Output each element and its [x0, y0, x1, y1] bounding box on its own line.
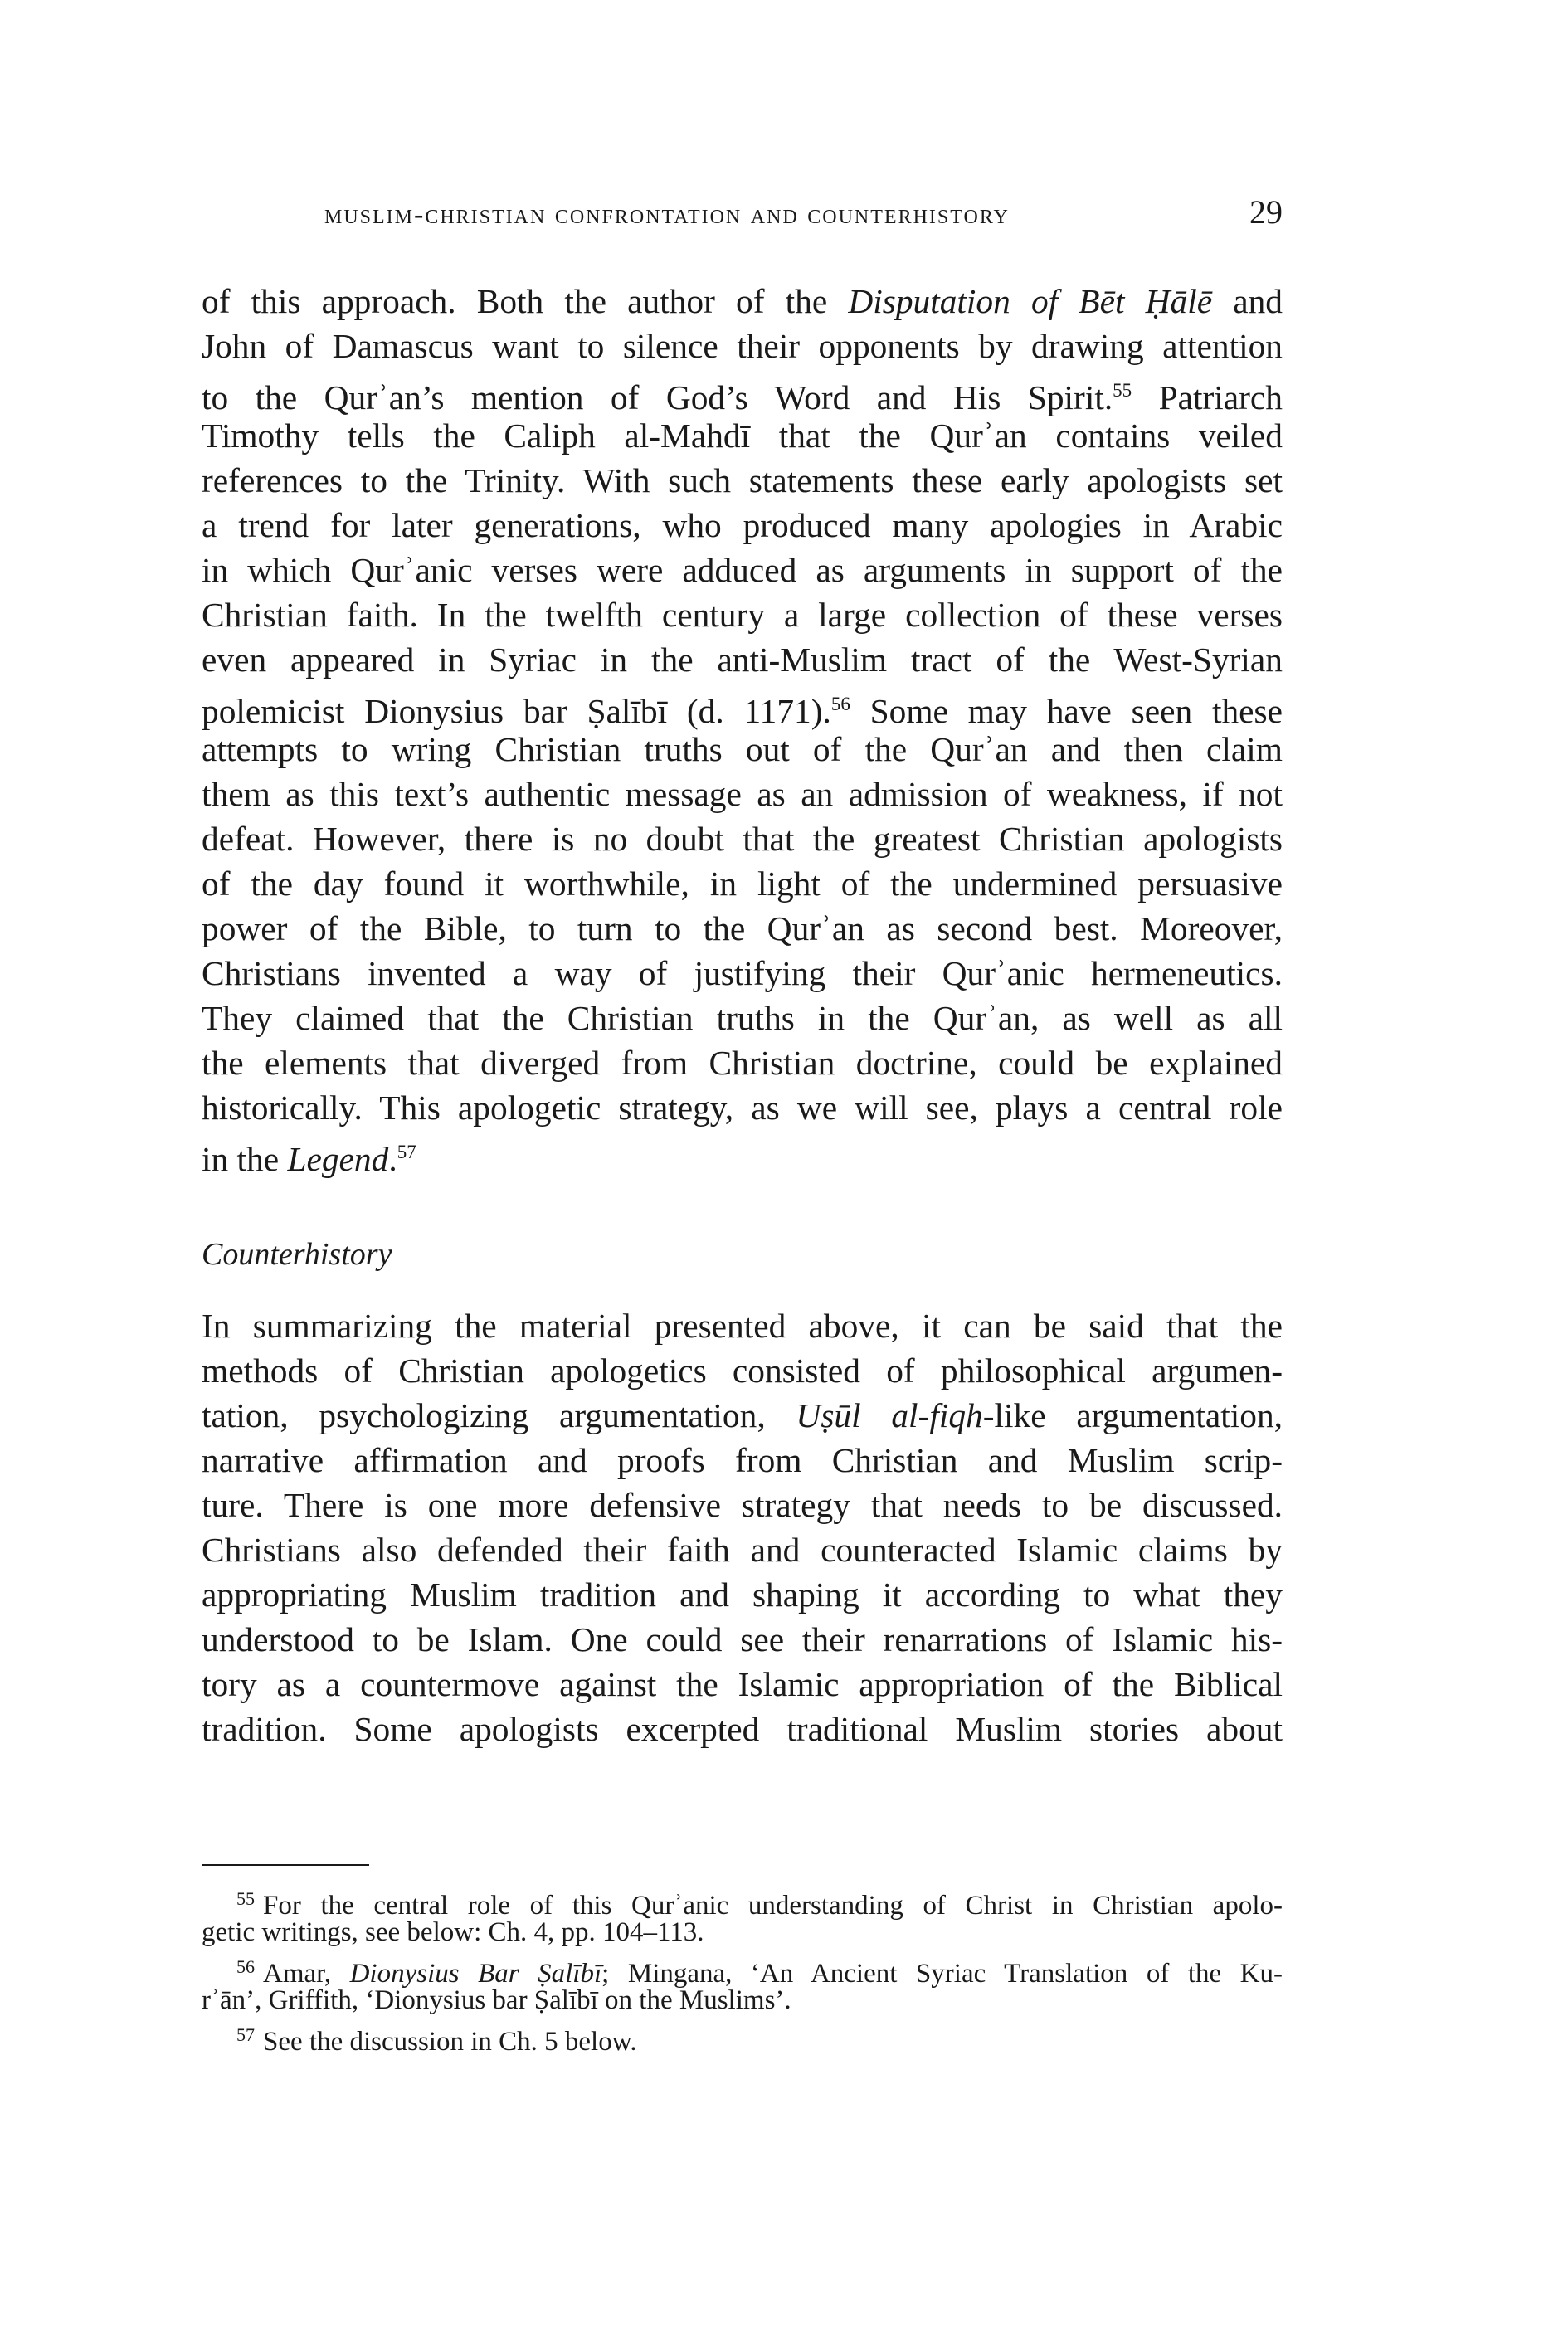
text-run: ; Mingana, ‘An Ancient Syriac Translation of the Ku-: [601, 1959, 1283, 1989]
text-run: Amar,: [263, 1959, 350, 1989]
footnotes: [202, 1882, 1283, 2057]
text-run: in the: [202, 1140, 288, 1178]
body-paragraph-2: [202, 1303, 1283, 1751]
text-run: .: [388, 1140, 397, 1178]
text-line: In summarizing the material presented above, it can be said that the: [202, 1307, 1283, 1345]
footnote-ref-55[interactable]: 55: [1113, 380, 1132, 401]
text-line: Christians invented a way of justifying their Qurʾanic hermeneutics.: [202, 954, 1283, 992]
running-title: muslim-christian confrontation and counterhistory: [324, 199, 1010, 230]
text-line: They claimed that the Christian truths in the Qurʾan, as well as all: [202, 999, 1283, 1037]
text-run: tation, psychologizing argumentation,: [202, 1396, 796, 1434]
footnote-56: [202, 1950, 1283, 1989]
text-line: them as this text’s authentic message as an admission of weakness, if not: [202, 775, 1283, 813]
text-line: a trend for later generations, who produced many apologies in Arabic: [202, 506, 1283, 544]
footnote-57: [202, 2018, 1283, 2057]
italic-title: Legend: [287, 1140, 389, 1178]
text-line: [202, 682, 1283, 730]
text-run: Some may have seen these: [850, 692, 1283, 730]
text-line: ture. There is one more defensive strategy that needs to be discussed.: [202, 1486, 1283, 1524]
body-paragraph-1: [202, 279, 1283, 1178]
text-line: Timothy tells the Caliph al-Mahdī that the Qurʾan contains veiled: [202, 416, 1283, 455]
text-run: Patriarch: [1132, 378, 1283, 416]
text-line: narrative affirmation and proofs from Christian and Muslim scrip-: [202, 1441, 1283, 1479]
text-run: -like argumentation,: [982, 1396, 1283, 1434]
text-line: power of the Bible, to turn to the Qurʾan as second best. Moreover,: [202, 909, 1283, 947]
text-line: the elements that diverged from Christian doctrine, could be explained: [202, 1044, 1283, 1082]
text-line: appropriating Muslim tradition and shaping it according to what they: [202, 1575, 1283, 1614]
footnote-55: [202, 1882, 1283, 1921]
section-heading: Counterhistory: [202, 1237, 392, 1272]
footnote-number: 56: [236, 1956, 255, 1977]
footnote-number: 55: [236, 1888, 255, 1909]
footnote-ref-57[interactable]: 57: [397, 1142, 416, 1162]
text-line: Christians also defended their faith and counteracted Islamic claims by: [202, 1531, 1283, 1569]
text-line: tory as a countermove against the Islamic appropriation of the Biblical: [202, 1665, 1283, 1703]
text-line: of the day found it worthwhile, in light of the undermined persuasive: [202, 864, 1283, 903]
text-line: references to the Trinity. With such statements these early apologists set: [202, 461, 1283, 499]
text-line: historically. This apologetic strategy, as we will see, plays a central role: [202, 1088, 1283, 1127]
text-run: For the central role of this Qurʾanic understanding of Christ in Christian apolo-: [263, 1891, 1283, 1921]
text-line: John of Damascus want to silence their opponents by drawing attention: [202, 327, 1283, 365]
text-line: [202, 368, 1283, 416]
text-line: even appeared in Syriac in the anti-Muslim tract of the West-Syrian: [202, 640, 1283, 679]
text-line: [202, 1393, 1283, 1438]
running-head: [202, 192, 1283, 231]
footnote-line: getic writings, see below: Ch. 4, pp. 104–113.: [202, 1917, 704, 1947]
text-line: understood to be Islam. One could see their renarrations of Islamic his-: [202, 1620, 1283, 1658]
footnote-line: rʾān’, Griffith, ‘Dionysius bar Ṣalībī on the Muslims’.: [202, 1985, 791, 2015]
page-number: 29: [1249, 193, 1283, 231]
text-line: in which Qurʾanic verses were adduced as arguments in support of the: [202, 551, 1283, 589]
text-line: Christian faith. In the twelfth century a large collection of these verses: [202, 596, 1283, 634]
text-run: polemicist Dionysius bar Ṣalībī (d. 1171).: [202, 692, 831, 730]
text-run: to the Qurʾan’s mention of God’s Word and His Spirit.: [202, 378, 1113, 416]
text-run: of this approach. Both the author of the: [202, 282, 849, 320]
text-run: See the discussion in Ch. 5 below.: [263, 2027, 637, 2057]
italic-title: Disputation of Bēt Ḥālē: [848, 282, 1213, 320]
text-line: [202, 279, 1283, 324]
italic-title: Dionysius Bar Ṣalībī: [349, 1959, 602, 1989]
text-line: defeat. However, there is no doubt that the greatest Christian apologists: [202, 820, 1283, 858]
footnote-separator: [202, 1864, 369, 1866]
text-line: attempts to wring Christian truths out of the Qurʾan and then claim: [202, 730, 1283, 768]
text-line: tradition. Some apologists excerpted traditional Muslim stories about: [202, 1710, 1283, 1748]
footnote-number: 57: [236, 2024, 255, 2045]
italic-term: Uṣūl al-fiqh: [796, 1396, 983, 1434]
text-line: [202, 1130, 1283, 1178]
text-run: and: [1212, 282, 1283, 320]
text-line: methods of Christian apologetics consisted of philosophical argumen-: [202, 1351, 1283, 1390]
footnote-ref-56[interactable]: 56: [830, 694, 850, 714]
